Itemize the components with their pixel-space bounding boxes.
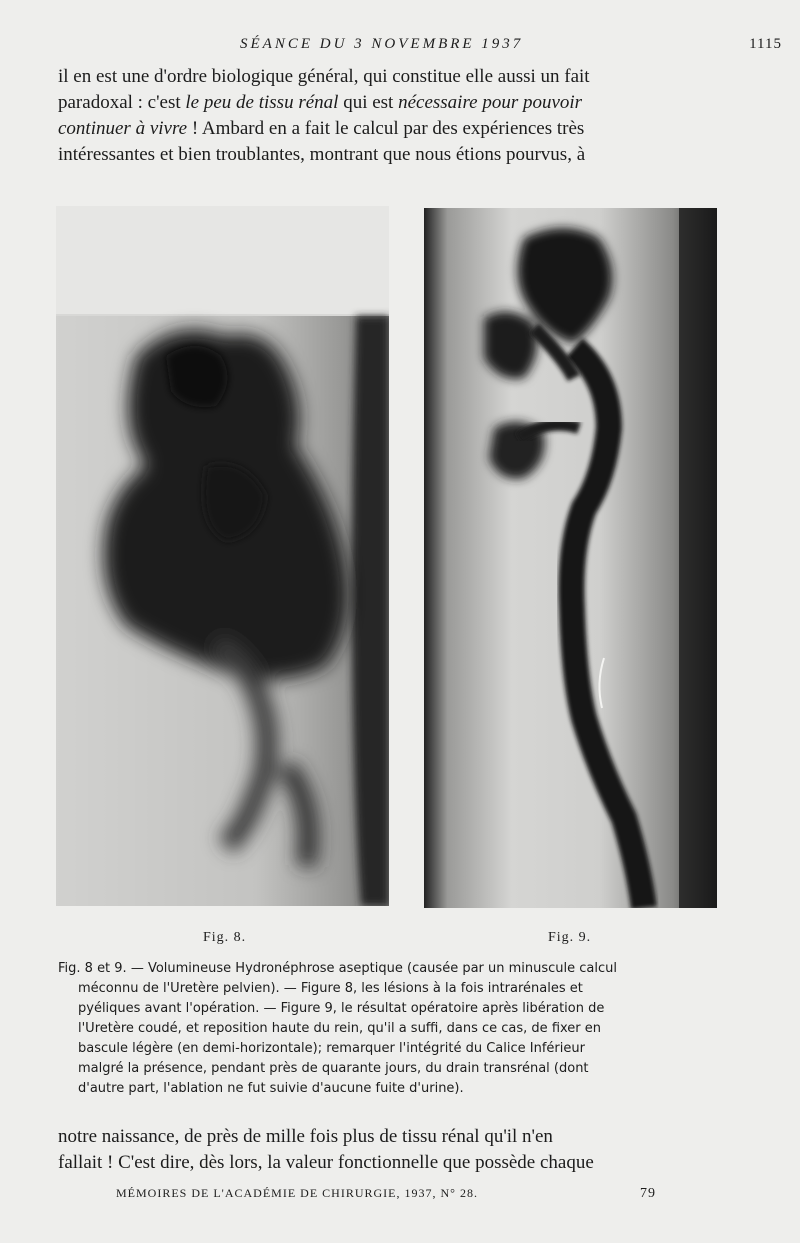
radiograph-image xyxy=(56,206,389,906)
text-line: il en est une d'ordre biologique général, qui constitue elle aussi un fait xyxy=(58,66,590,87)
figure-caption xyxy=(58,959,723,1099)
caption-line: d'autre part, l'ablation ne fut suivie d'aucune fuite d'urine). xyxy=(78,1081,464,1096)
text-line: continuer à vivre ! Ambard en a fait le calcul par des expériences très xyxy=(58,118,585,139)
text-line: intéressantes et bien troublantes, montrant que nous étions pourvus, à xyxy=(58,144,586,165)
journal-citation: MÉMOIRES DE L'ACADÉMIE DE CHIRURGIE, 1937, N° 28. xyxy=(116,1186,478,1200)
figure-9-radiograph xyxy=(424,208,717,908)
footer-page-number: 79 xyxy=(640,1186,656,1201)
caption-line: l'Uretère coudé, et reposition haute du rein, qu'il a suffi, dans ce cas, de fixer en xyxy=(78,1021,602,1036)
page-number: 1115 xyxy=(749,36,782,52)
figure-8-label: Fig. 8. xyxy=(203,930,247,945)
caption-line: malgré la présence, pendant près de quarante jours, du drain transrénal (dont xyxy=(78,1061,589,1076)
caption-line: pyéliques avant l'opération. — Figure 9, le résultat opératoire après libération de xyxy=(78,1001,605,1016)
top-paragraph xyxy=(58,64,722,168)
text-line: paradoxal : c'est le peu de tissu rénal qui est nécessaire pour pouvoir xyxy=(58,92,583,113)
radiograph-image xyxy=(424,208,717,908)
caption-line: Fig. 8 et 9. — Volumineuse Hydronéphrose aseptique (causée par un minuscule calcul xyxy=(58,961,618,976)
running-header xyxy=(0,36,800,56)
figure-8-radiograph xyxy=(56,206,389,906)
figure-9-label: Fig. 9. xyxy=(548,930,592,945)
running-footer xyxy=(0,1186,800,1206)
caption-line: méconnu de l'Uretère pelvien). — Figure 8, les lésions à la fois intrarénales et xyxy=(78,981,583,996)
bottom-paragraph xyxy=(58,1124,722,1176)
session-title: SÉANCE DU 3 NOVEMBRE 1937 xyxy=(240,36,524,52)
text-line: notre naissance, de près de mille fois plus de tissu rénal qu'il n'en xyxy=(58,1126,553,1147)
text-line: fallait ! C'est dire, dès lors, la valeur fonctionnelle que possède chaque xyxy=(58,1152,594,1173)
caption-line: bascule légère (en demi-horizontale); remarquer l'intégrité du Calice Inférieur xyxy=(78,1041,585,1056)
